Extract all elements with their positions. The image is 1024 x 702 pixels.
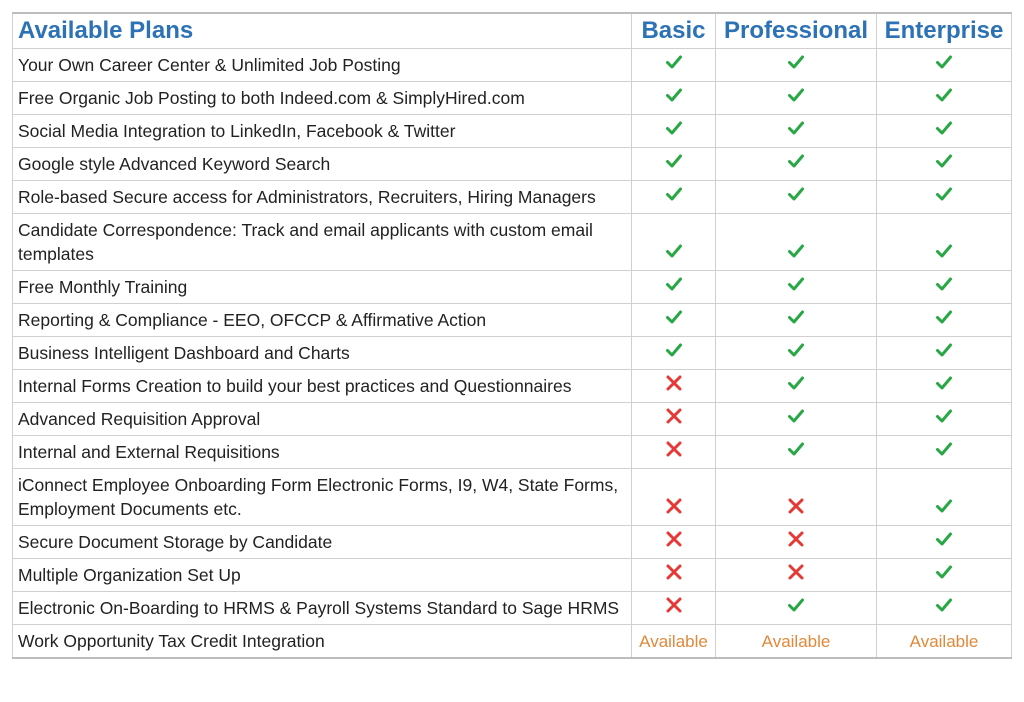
cell-enterprise bbox=[877, 625, 1012, 659]
table-row bbox=[13, 370, 1012, 403]
check-icon bbox=[787, 407, 805, 425]
check-icon bbox=[787, 86, 805, 104]
check-icon bbox=[665, 341, 683, 359]
check-icon bbox=[935, 407, 953, 425]
cell-basic bbox=[632, 214, 716, 271]
cross-icon bbox=[787, 563, 805, 581]
feature-label: Business Intelligent Dashboard and Charts bbox=[13, 337, 632, 370]
cell-basic bbox=[632, 115, 716, 148]
cell-enterprise bbox=[877, 181, 1012, 214]
check-icon bbox=[935, 530, 953, 548]
cell-basic bbox=[632, 82, 716, 115]
cell-enterprise bbox=[877, 82, 1012, 115]
cross-icon bbox=[665, 497, 683, 515]
cross-icon bbox=[665, 530, 683, 548]
check-icon bbox=[935, 242, 953, 260]
check-icon bbox=[935, 308, 953, 326]
feature-label: Social Media Integration to LinkedIn, Facebook & Twitter bbox=[13, 115, 632, 148]
feature-label: Your Own Career Center & Unlimited Job Posting bbox=[13, 49, 632, 82]
check-icon bbox=[787, 275, 805, 293]
check-icon bbox=[665, 242, 683, 260]
cell-basic bbox=[632, 625, 716, 659]
cell-basic bbox=[632, 370, 716, 403]
plan-header-enterprise: Enterprise bbox=[877, 13, 1012, 49]
cell-enterprise bbox=[877, 49, 1012, 82]
cell-enterprise bbox=[877, 370, 1012, 403]
cell-professional bbox=[716, 436, 877, 469]
table-row bbox=[13, 625, 1012, 659]
check-icon bbox=[935, 440, 953, 458]
feature-label: Work Opportunity Tax Credit Integration bbox=[13, 625, 632, 659]
feature-label: Role-based Secure access for Administrators, Recruiters, Hiring Managers bbox=[13, 181, 632, 214]
feature-label: Electronic On-Boarding to HRMS & Payroll Systems Standard to Sage HRMS bbox=[13, 592, 632, 625]
cell-basic bbox=[632, 181, 716, 214]
check-icon bbox=[787, 53, 805, 71]
cell-basic bbox=[632, 49, 716, 82]
feature-label: Reporting & Compliance - EEO, OFCCP & Affirmative Action bbox=[13, 304, 632, 337]
cell-professional bbox=[716, 82, 877, 115]
feature-label: Candidate Correspondence: Track and email applicants with custom email templates bbox=[13, 214, 632, 271]
cell-professional bbox=[716, 271, 877, 304]
table-row bbox=[13, 181, 1012, 214]
cell-professional bbox=[716, 592, 877, 625]
check-icon bbox=[787, 341, 805, 359]
check-icon bbox=[787, 374, 805, 392]
cell-professional bbox=[716, 625, 877, 659]
cell-basic bbox=[632, 304, 716, 337]
check-icon bbox=[787, 308, 805, 326]
check-icon bbox=[665, 185, 683, 203]
check-icon bbox=[935, 53, 953, 71]
cell-enterprise bbox=[877, 559, 1012, 592]
cross-icon bbox=[665, 374, 683, 392]
check-icon bbox=[665, 308, 683, 326]
table-row bbox=[13, 49, 1012, 82]
cell-enterprise bbox=[877, 115, 1012, 148]
cell-enterprise bbox=[877, 592, 1012, 625]
cell-professional bbox=[716, 181, 877, 214]
check-icon bbox=[935, 185, 953, 203]
table-row bbox=[13, 271, 1012, 304]
plan-header-basic: Basic bbox=[632, 13, 716, 49]
cell-professional bbox=[716, 49, 877, 82]
cell-enterprise bbox=[877, 214, 1012, 271]
feature-label: Secure Document Storage by Candidate bbox=[13, 526, 632, 559]
cell-professional bbox=[716, 148, 877, 181]
cross-icon bbox=[787, 497, 805, 515]
table-row bbox=[13, 436, 1012, 469]
cell-basic bbox=[632, 592, 716, 625]
cell-professional bbox=[716, 304, 877, 337]
check-icon bbox=[665, 86, 683, 104]
cell-basic bbox=[632, 271, 716, 304]
check-icon bbox=[935, 497, 953, 515]
cell-enterprise bbox=[877, 469, 1012, 526]
table-title: Available Plans bbox=[13, 13, 632, 49]
check-icon bbox=[787, 242, 805, 260]
check-icon bbox=[787, 596, 805, 614]
cross-icon bbox=[665, 563, 683, 581]
check-icon bbox=[787, 440, 805, 458]
check-icon bbox=[935, 341, 953, 359]
available-label: Available bbox=[909, 632, 979, 651]
cell-basic bbox=[632, 526, 716, 559]
check-icon bbox=[787, 185, 805, 203]
table-row bbox=[13, 82, 1012, 115]
feature-label: Internal Forms Creation to build your best practices and Questionnaires bbox=[13, 370, 632, 403]
cell-professional bbox=[716, 469, 877, 526]
feature-label: Advanced Requisition Approval bbox=[13, 403, 632, 436]
cross-icon bbox=[787, 530, 805, 548]
cell-enterprise bbox=[877, 337, 1012, 370]
check-icon bbox=[935, 563, 953, 581]
check-icon bbox=[665, 119, 683, 137]
table-row bbox=[13, 559, 1012, 592]
cross-icon bbox=[665, 440, 683, 458]
cross-icon bbox=[665, 407, 683, 425]
feature-label: Free Monthly Training bbox=[13, 271, 632, 304]
cell-enterprise bbox=[877, 436, 1012, 469]
cell-enterprise bbox=[877, 304, 1012, 337]
check-icon bbox=[935, 86, 953, 104]
check-icon bbox=[665, 152, 683, 170]
cell-basic bbox=[632, 469, 716, 526]
cell-basic bbox=[632, 337, 716, 370]
available-label: Available bbox=[639, 632, 708, 651]
cell-professional bbox=[716, 115, 877, 148]
table-body bbox=[13, 49, 1012, 659]
table-row bbox=[13, 469, 1012, 526]
feature-label: Internal and External Requisitions bbox=[13, 436, 632, 469]
check-icon bbox=[935, 374, 953, 392]
table-row bbox=[13, 214, 1012, 271]
cell-enterprise bbox=[877, 271, 1012, 304]
table-row bbox=[13, 115, 1012, 148]
cell-basic bbox=[632, 436, 716, 469]
table-row bbox=[13, 403, 1012, 436]
cell-professional bbox=[716, 526, 877, 559]
check-icon bbox=[935, 152, 953, 170]
check-icon bbox=[935, 275, 953, 293]
feature-label: Free Organic Job Posting to both Indeed.com & SimplyHired.com bbox=[13, 82, 632, 115]
check-icon bbox=[665, 275, 683, 293]
check-icon bbox=[787, 152, 805, 170]
table-row bbox=[13, 337, 1012, 370]
plan-header-professional: Professional bbox=[716, 13, 877, 49]
cell-professional bbox=[716, 337, 877, 370]
table-row bbox=[13, 592, 1012, 625]
cross-icon bbox=[665, 596, 683, 614]
cell-enterprise bbox=[877, 403, 1012, 436]
table-header-row bbox=[13, 13, 1012, 49]
plans-comparison-table bbox=[12, 12, 1012, 659]
check-icon bbox=[787, 119, 805, 137]
feature-label: Google style Advanced Keyword Search bbox=[13, 148, 632, 181]
feature-label: iConnect Employee Onboarding Form Electronic Forms, I9, W4, State Forms, Employment Documents etc. bbox=[13, 469, 632, 526]
cell-basic bbox=[632, 559, 716, 592]
table-row bbox=[13, 304, 1012, 337]
cell-professional bbox=[716, 559, 877, 592]
cell-basic bbox=[632, 403, 716, 436]
cell-professional bbox=[716, 370, 877, 403]
check-icon bbox=[935, 119, 953, 137]
feature-label: Multiple Organization Set Up bbox=[13, 559, 632, 592]
cell-enterprise bbox=[877, 526, 1012, 559]
cell-enterprise bbox=[877, 148, 1012, 181]
available-label: Available bbox=[761, 632, 831, 651]
cell-basic bbox=[632, 148, 716, 181]
cell-professional bbox=[716, 214, 877, 271]
cell-professional bbox=[716, 403, 877, 436]
check-icon bbox=[935, 596, 953, 614]
table-row bbox=[13, 148, 1012, 181]
table-row bbox=[13, 526, 1012, 559]
check-icon bbox=[665, 53, 683, 71]
